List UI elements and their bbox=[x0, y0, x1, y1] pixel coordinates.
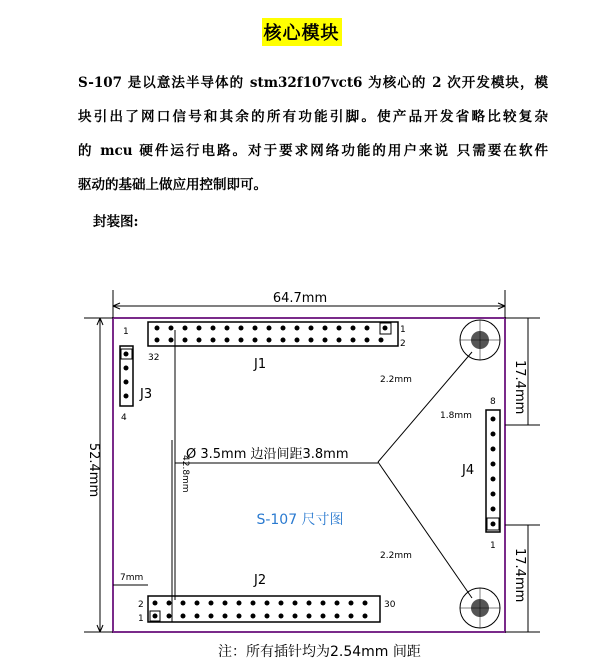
j4-offset-label: 1.8mm bbox=[440, 411, 472, 421]
inner-height-label: 42.8mm bbox=[180, 455, 190, 493]
j2-pin-label: 2 bbox=[138, 600, 144, 610]
leader-lines bbox=[175, 352, 475, 598]
footnote: 注：所有插针均为2.54mm 间距 bbox=[218, 644, 421, 660]
j1-label: J1 bbox=[254, 357, 267, 372]
j2-label: J2 bbox=[254, 573, 267, 588]
j4-pin-label: 8 bbox=[490, 397, 496, 407]
width-dimension-label: 64.7mm bbox=[272, 291, 328, 306]
paragraph-line: 块引出了网口信号和其余的所有功能引脚。使产品开发省略比较复杂 bbox=[78, 109, 548, 125]
j3-pin-label: 4 bbox=[121, 413, 127, 423]
package-label: 封装图: bbox=[93, 214, 139, 230]
j1-pin-label: 1 bbox=[123, 327, 129, 337]
top-right-dimension-label: 17.4mm bbox=[512, 360, 527, 415]
mounting-hole-top bbox=[460, 320, 500, 360]
j2-pin-label: 30 bbox=[384, 600, 396, 610]
hole-note: Ø 3.5mm 边沿间距3.8mm bbox=[186, 447, 349, 462]
paragraph-line: 驱动的基础上做应用控制即可。 bbox=[78, 177, 267, 193]
j1-pin-label: 32 bbox=[148, 353, 160, 363]
page-title: 核心模块 bbox=[262, 18, 342, 46]
mounting-hole-bottom bbox=[460, 588, 500, 628]
paragraph-line: 的 mcu 硬件运行电路。对于要求网络功能的用户来说 只需要在软件 bbox=[78, 143, 548, 159]
j2-pin-label: 1 bbox=[138, 614, 144, 624]
j4-label: J4 bbox=[462, 463, 475, 478]
j2-pins bbox=[153, 601, 368, 619]
hole-bottom-dimension-label: 2.2mm bbox=[380, 551, 412, 561]
j3-label: J3 bbox=[140, 387, 153, 402]
j1-pin-label: 1 bbox=[400, 325, 406, 335]
j1-pins bbox=[155, 326, 384, 343]
j2-offset-label: 7mm bbox=[120, 573, 144, 583]
paragraph-line: S-107 是以意法半导体的 stm32f107vct6 为核心的 2 次开发模块，模 bbox=[78, 75, 548, 91]
center-label: S-107 尺寸图 bbox=[256, 512, 344, 528]
j4-connector bbox=[486, 410, 500, 532]
height-dimension-label: 52.4mm bbox=[86, 442, 101, 498]
j4-pin-label: 1 bbox=[490, 541, 496, 551]
hole-top-dimension-label: 2.2mm bbox=[380, 375, 412, 385]
j1-pin-label: 2 bbox=[400, 339, 406, 349]
bottom-right-dimension-label: 17.4mm bbox=[512, 548, 527, 603]
